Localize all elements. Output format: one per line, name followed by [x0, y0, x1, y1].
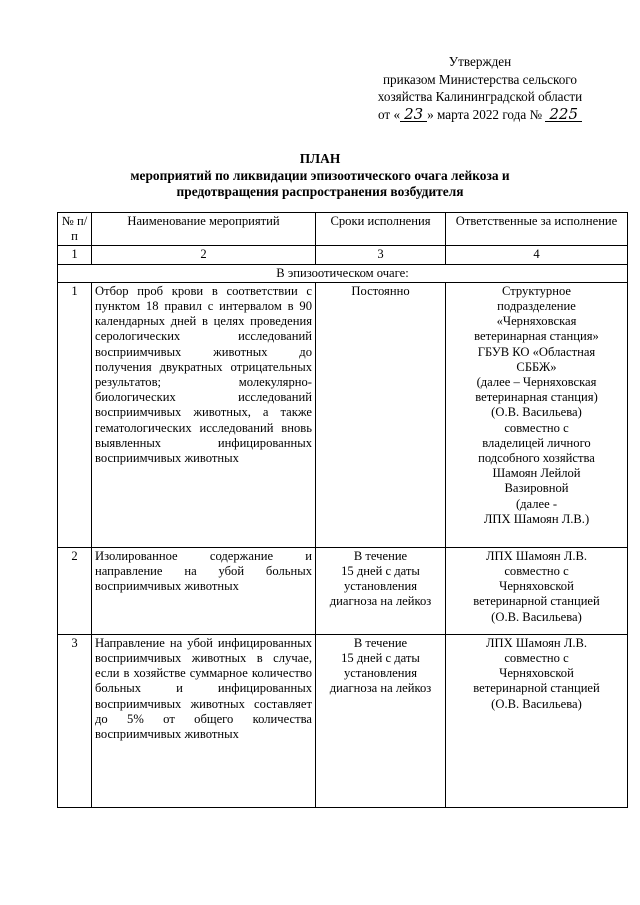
approval-line-1: Утвержден: [448, 54, 512, 69]
col-number-1: 1: [58, 246, 92, 264]
approval-line-3: хозяйства Калининградской области: [377, 89, 583, 104]
row-responsible: [446, 282, 628, 547]
table-row: [58, 282, 628, 547]
header-num: № п/п: [58, 213, 92, 246]
responsible-line: ветеринарная станция»: [474, 329, 599, 344]
responsible-line: ветеринарной станцией: [473, 594, 600, 609]
responsible-line: владелицей личного: [482, 435, 591, 450]
plan-table: [57, 212, 628, 808]
date-prefix: от «: [377, 106, 401, 122]
col-number-2: 2: [92, 246, 316, 264]
title-subtitle-1: мероприятий по ликвидации эпизоотического очага лейкоза и: [130, 167, 510, 183]
responsible-line: ветеринарной станцией: [473, 681, 600, 696]
responsible-line: ЛПХ Шамоян Л.В.: [485, 635, 588, 650]
responsible-line: ветеринарная станция): [475, 390, 598, 405]
responsible-line: Вазировной: [504, 481, 569, 496]
term-line: В течение: [353, 548, 408, 563]
row-responsible: [446, 634, 628, 807]
term-line: 15 дней с даты: [341, 651, 420, 666]
responsible-line: (О.В. Васильева): [491, 405, 582, 420]
header-name: Наименование мероприятий: [92, 213, 316, 246]
header-responsible: Ответственные за исполнение: [446, 213, 628, 246]
row-num: 2: [58, 547, 92, 634]
row-num: 3: [58, 634, 92, 807]
table-row: [58, 547, 628, 634]
responsible-line: подсобного хозяйства: [478, 451, 595, 466]
row-name: Направление на убой инфицированных восприимчивых животных в случае, если в хозяйстве суммарное количество больных и инфицированных восприимчивых животных составляет до 5% от общего количества восприимчивых животных: [92, 634, 316, 807]
responsible-line: совместно с: [504, 651, 569, 666]
row-responsible: [446, 547, 628, 634]
row-term: Постоянно: [316, 282, 446, 547]
term-line: диагноза на лейкоз: [329, 594, 432, 609]
responsible-line: ЛПХ Шамоян Л.В.: [485, 548, 588, 563]
term-line: диагноза на лейкоз: [329, 681, 432, 696]
responsible-line: совместно с: [504, 564, 569, 579]
column-number-row: [58, 246, 628, 264]
responsible-line: (О.В. Васильева): [491, 609, 582, 624]
title-subtitle-2: предотвращения распространения возбудителя: [176, 184, 464, 199]
row-term: [316, 634, 446, 807]
responsible-line: (далее – Черняховская: [476, 375, 597, 390]
term-line: В течение: [353, 635, 408, 650]
responsible-line: СББЖ»: [516, 359, 557, 374]
date-middle: » марта 2022 года №: [427, 106, 543, 122]
responsible-line: (далее -: [515, 496, 558, 511]
term-line: 15 дней с даты: [341, 564, 420, 579]
term-line: установления: [343, 579, 418, 594]
responsible-line: Черняховской: [499, 666, 574, 681]
title-plan: ПЛАН: [299, 151, 341, 166]
responsible-line: ЛПХ Шамоян Л.В.): [483, 511, 590, 526]
handwritten-day: 23: [400, 107, 427, 122]
document-title: [60, 151, 580, 201]
handwritten-order-number: 225: [545, 107, 582, 122]
responsible-line: (О.В. Васильева): [491, 696, 582, 711]
section-row: [58, 264, 628, 282]
row-name: Изолированное содержание и направление на убой больных восприимчивых животных: [92, 547, 316, 634]
responsible-line: совместно с: [504, 420, 569, 435]
table-row: [58, 634, 628, 807]
responsible-line: Черняховской: [499, 579, 574, 594]
header-term: Сроки исполнения: [316, 213, 446, 246]
row-term: [316, 547, 446, 634]
term-line: установления: [343, 666, 418, 681]
responsible-line: Структурное: [502, 283, 571, 298]
responsible-line: Шамоян Лейлой: [492, 466, 581, 481]
table-header-row: [58, 213, 628, 246]
responsible-line: «Черняховская: [496, 314, 577, 329]
col-number-4: 4: [446, 246, 628, 264]
row-num: 1: [58, 282, 92, 547]
approval-stamp: [340, 53, 620, 123]
responsible-line: подразделение: [497, 299, 576, 314]
section-label: В эпизоотическом очаге:: [58, 264, 628, 282]
col-number-3: 3: [316, 246, 446, 264]
approval-line-2: приказом Министерства сельского: [383, 71, 577, 87]
responsible-line: ГБУВ КО «Областная: [477, 344, 596, 359]
row-name: Отбор проб крови в соответствии с пунктом 18 правил с интервалом в 90 календарных дней в целях проведения серологических исследований восприимчивых животных до получения двукратных отрицательных результатов; молекулярно-биологических исследований восприимчивых животных, а также гематологических исследований вновь выявленных инфицированных восприимчивых животных: [92, 282, 316, 547]
approval-date-line: [340, 106, 620, 124]
